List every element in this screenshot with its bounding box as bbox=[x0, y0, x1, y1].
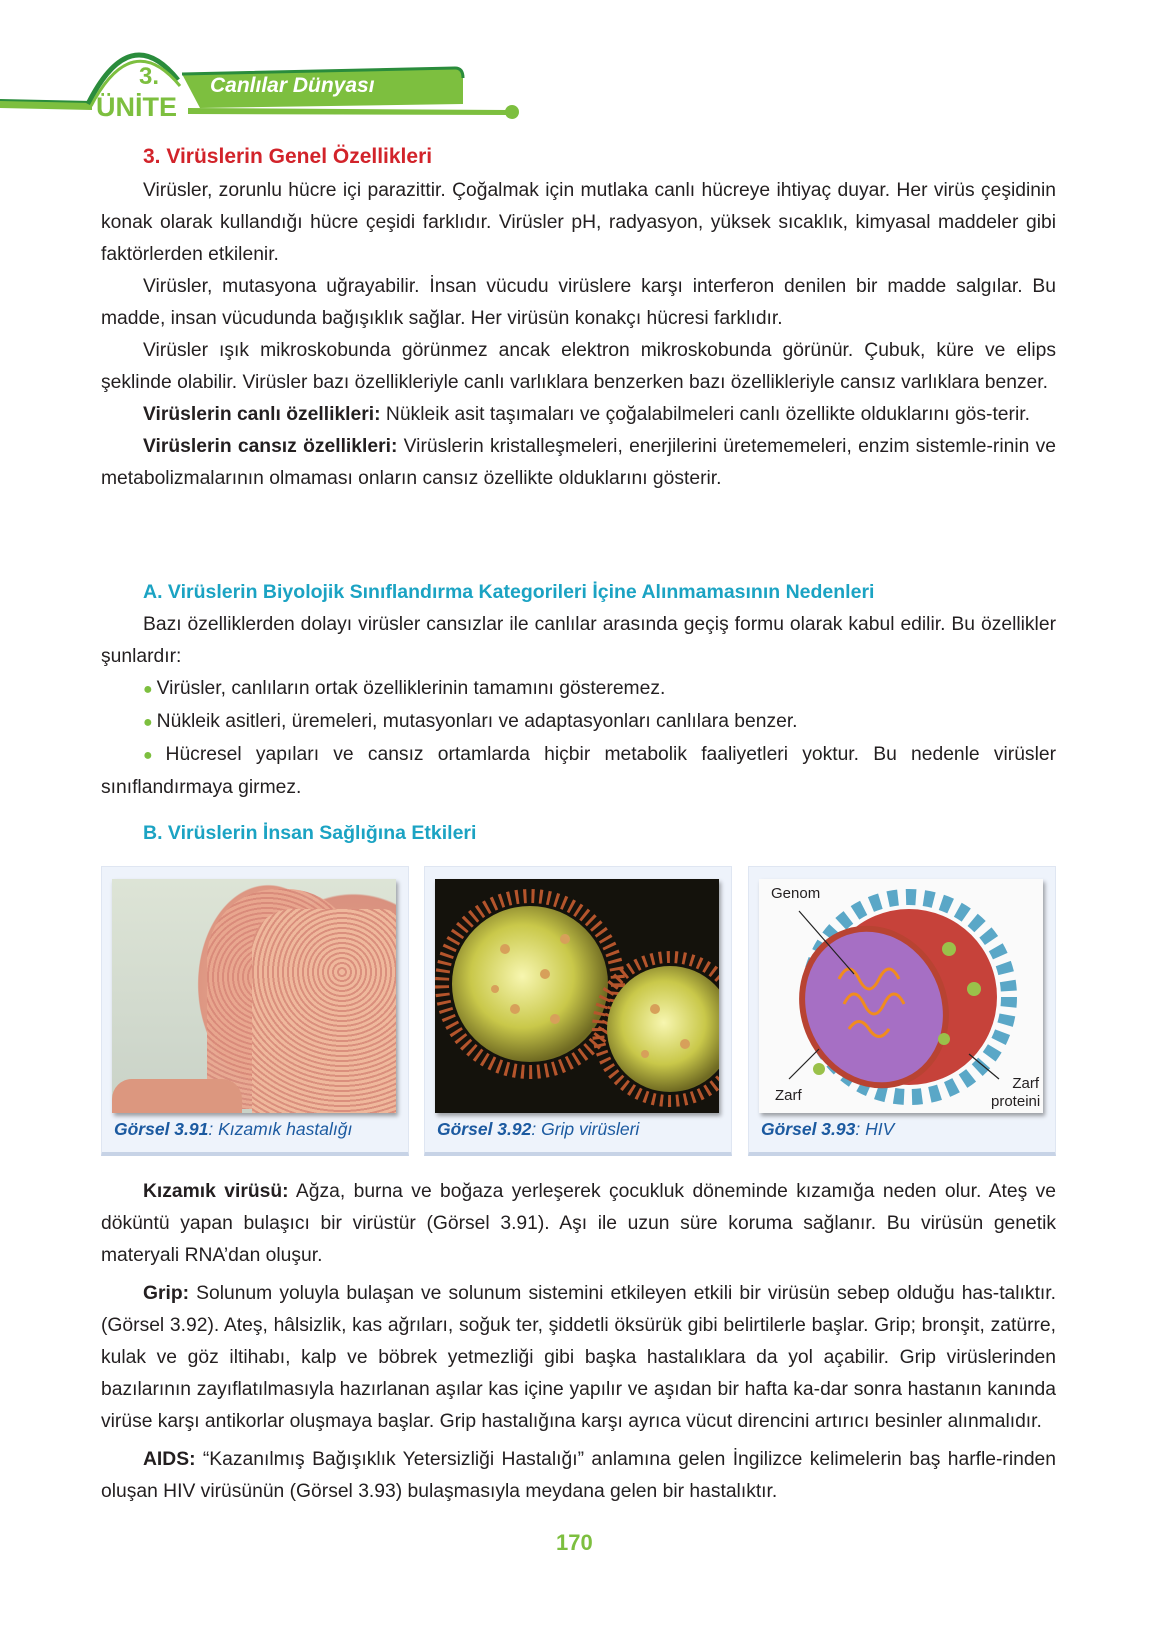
living-properties-text: Nükleik asit taşımaları ve çoğalabilmeleri canlı özellikte olduklarını gös-terir. bbox=[380, 404, 1030, 425]
aids-label: AIDS: bbox=[143, 1449, 196, 1470]
bullet-item bbox=[101, 673, 1056, 706]
envelope-label: Zarf bbox=[775, 1087, 802, 1104]
measles-paragraph bbox=[101, 1176, 1056, 1272]
figure-measles bbox=[101, 866, 409, 1156]
measles-text: Ağza, burna ve boğaza yerleşerek çocukluk döneminde kızamığa neden olur. Ateş ve döküntü yapan bulaşıcı bir virüstür (Görsel 3.91). Aşı ile uzun süre koruma sağlanır. Bu virüsün genetik materyali RNA’dan oluşur. bbox=[101, 1181, 1057, 1266]
bullet-text: Nükleik asitleri, üremeleri, mutasyonları ve adaptasyonları canlılara benzer. bbox=[156, 711, 798, 732]
figure-caption bbox=[114, 1119, 352, 1140]
figure-caption-text: : Kızamık hastalığı bbox=[208, 1119, 353, 1139]
aids-paragraph bbox=[101, 1444, 1056, 1508]
figure-ref: Görsel 3.93 bbox=[761, 1119, 856, 1139]
paragraph: Virüsler, mutasyona uğrayabilir. İnsan vücudu virüslere karşı interferon denilen bir madde salgılar. Bu madde, insan vücudunda bağışıklık sağlar. Her virüsün konakçı hücresi farklıdır. bbox=[101, 276, 1056, 329]
unit-label: ÜNİTE bbox=[96, 92, 177, 122]
subsection-a-body bbox=[101, 609, 1056, 804]
nonliving-properties-label: Virüslerin cansız özellikleri: bbox=[143, 436, 398, 457]
paragraph: Bazı özelliklerden dolayı virüsler cansızlar ile canlılar arasında geçiş formu olarak kabul edilir. Bu özellikler şunlardır: bbox=[101, 614, 1056, 667]
figure-ref: Görsel 3.92 bbox=[437, 1119, 532, 1139]
measles-label: Kızamık virüsü: bbox=[143, 1181, 289, 1202]
figure-caption-text: : HIV bbox=[855, 1119, 895, 1139]
nonliving-properties-text: Virüslerin kristalleşmeleri, enerjilerini üretememeleri, enzim sistemle-rinin ve metabolizmalarının olmaması onların cansız özellikte olduklarını gösterir. bbox=[101, 436, 1056, 489]
flu-text: Solunum yoluyla bulaşan ve solunum sistemini etkileyen etkili bir virüsün sebep olduğu has-talıktır. (Görsel 3.92). Ateş, hâlsizlik, kas ağrıları, soğuk ter, şiddetli öksürük gibi belirtilerle başlar. Grip; bronşit, zatürre, kulak ve göz iltihabı, kalp ve böbrek yetmezliği gibi başka hastalıklara da yol açabilir. Grip virüslerinden bazılarının zayıflatılmasıyla hazırlanan aşılar kas içine yapılır ve aşıdan bir hafta ka-dar sonra hastanın kanında virüse karşı antikorlar oluşmaya başlar. Grip hastalığına karşı ayrıca vücut direncini artırıcı besinler alınmalıdır. bbox=[101, 1283, 1056, 1432]
figure-influenza bbox=[424, 866, 732, 1156]
unit-title: Canlılar Dünyası bbox=[210, 74, 375, 97]
flu-label: Grip: bbox=[143, 1283, 190, 1304]
virus-illustration bbox=[435, 879, 719, 1113]
envelope-protein-label-line2: proteini bbox=[991, 1093, 1041, 1110]
bullet-text: Virüsler, canlıların ortak özelliklerinin tamamını gösteremez. bbox=[156, 678, 666, 699]
figure-caption bbox=[761, 1119, 894, 1140]
measles-rash-photo bbox=[112, 879, 396, 1113]
diseases-body bbox=[101, 1176, 1056, 1508]
living-properties-paragraph bbox=[101, 399, 1056, 431]
bullet-icon: ● bbox=[143, 681, 153, 698]
bullet-item bbox=[101, 706, 1056, 739]
influenza-virus-render bbox=[435, 879, 719, 1113]
bullet-item bbox=[101, 739, 1056, 804]
unit-number: 3. bbox=[138, 63, 159, 90]
section-body bbox=[101, 175, 1056, 495]
paragraph: Virüsler, zorunlu hücre içi parazittir. Çoğalmak için mutlaka canlı hücreye ihtiyaç duyar. Her virüs çeşidinin konak olarak kullandığı hücre çeşidi farklıdır. Virüsler pH, radyasyon, yüksek sıcaklık, kimyasal maddeler gibi faktörlerden etkilenir. bbox=[101, 180, 1056, 265]
bullet-icon: ● bbox=[143, 747, 162, 764]
subsection-b-title: B. Virüslerin İnsan Sağlığına Etkileri bbox=[143, 822, 477, 844]
figure-caption-text: : Grip virüsleri bbox=[531, 1119, 640, 1139]
bullet-icon: ● bbox=[143, 714, 153, 731]
genome-label: Genom bbox=[771, 885, 821, 902]
nonliving-properties-paragraph bbox=[101, 431, 1056, 495]
figure-hiv bbox=[748, 866, 1056, 1156]
subsection-a-title: A. Virüslerin Biyolojik Sınıflandırma Kategorileri İçine Alınmamasının Nedenleri bbox=[143, 581, 875, 603]
envelope-protein-label bbox=[991, 1075, 1039, 1111]
figure-ref: Görsel 3.91 bbox=[114, 1119, 209, 1139]
flu-paragraph bbox=[101, 1278, 1056, 1438]
hiv-diagram bbox=[759, 879, 1043, 1113]
paragraph: Virüsler ışık mikroskobunda görünmez ancak elektron mikroskobunda görünür. Çubuk, küre ve elips şeklinde olabilir. Virüsler bazı özellikleriyle canlı varlıklara benzerken bazı özellikleriyle cansız varlıklara benzer. bbox=[101, 340, 1056, 393]
page-number: 170 bbox=[556, 1530, 593, 1555]
section-title: 3. Virüslerin Genel Özellikleri bbox=[143, 145, 433, 168]
living-properties-label: Virüslerin canlı özellikleri: bbox=[143, 404, 381, 425]
aids-text: “Kazanılmış Bağışıklık Yetersizliği Hastalığı” anlamına gelen İngilizce kelimelerin baş harfle-rinden oluşan HIV virüsünün (Görsel 3.93) bulaşmasıyla meydana gelen bir hastalıktır. bbox=[101, 1449, 1056, 1502]
envelope-protein-label-line1: Zarf bbox=[1012, 1075, 1039, 1092]
bullet-text: Hücresel yapıları ve cansız ortamlarda hiçbir metabolik faaliyetleri yoktur. Bu nedenle virüsler sınıflandırmaya girmez. bbox=[101, 744, 1056, 798]
figure-caption bbox=[437, 1119, 639, 1140]
